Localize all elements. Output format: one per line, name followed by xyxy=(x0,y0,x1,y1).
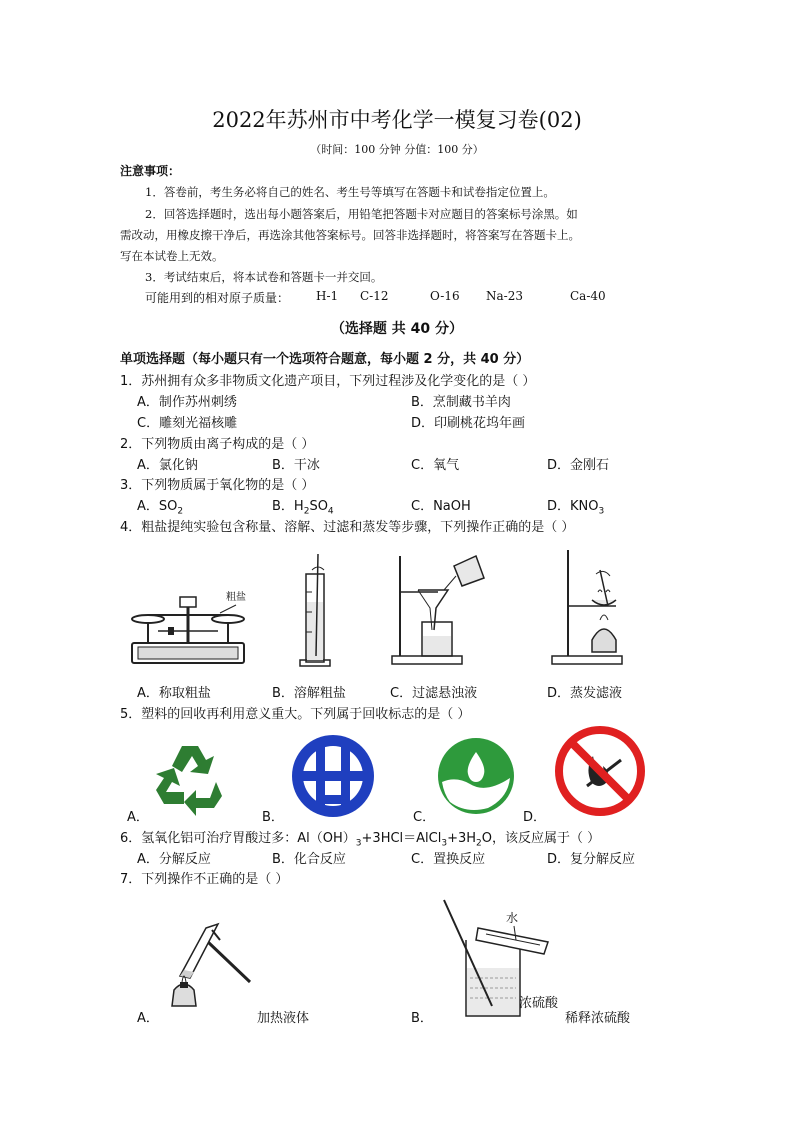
note-item-2-line2: 需改动，用橡皮擦干净后，再选涂其他答案标号。回答非选择题时，将答案写在答题卡上。 xyxy=(120,228,580,242)
question-6-option-c: C．置换反应 xyxy=(411,852,486,867)
question-5-option-c: C． xyxy=(413,810,436,825)
question-4-stem: 4．粗盐提纯实验包含称量、溶解、过滤和蒸发等步骤，下列操作正确的是（ ） xyxy=(120,520,575,535)
graduated-cylinder-figure xyxy=(296,552,336,670)
question-7-stem: 7．下列操作不正确的是（ ） xyxy=(120,872,289,887)
atomic-mass-h: H-1 xyxy=(316,289,339,303)
question-2-option-b: B．干冰 xyxy=(272,458,320,473)
part-heading: 单项选择题（每小题只有一个选项符合题意，每小题 2 分，共 40 分） xyxy=(120,352,530,367)
question-6-option-a: A．分解反应 xyxy=(137,852,211,867)
water-saving-logo-icon xyxy=(436,736,516,816)
question-5-stem: 5．塑料的回收再利用意义重大。下列属于回收标志的是（ ） xyxy=(120,707,471,722)
question-1-option-b: B．烹制藏书羊肉 xyxy=(411,395,511,410)
question-3-stem: 3．下列物质属于氧化物的是（ ） xyxy=(120,478,315,493)
evaporation-figure xyxy=(550,548,630,666)
stem-text: +3H xyxy=(447,831,477,846)
water-label: 水 xyxy=(506,911,519,925)
question-2-option-c: C．氧气 xyxy=(411,458,460,473)
subscript: 2 xyxy=(177,506,184,517)
atomic-masses-label: 可能用到的相对原子质量： xyxy=(145,291,290,305)
question-2-stem: 2．下列物质由离子构成的是（ ） xyxy=(120,437,315,452)
subscript: 3 xyxy=(441,838,448,849)
question-6-option-d: D．复分解反应 xyxy=(547,852,636,867)
subscript: 3 xyxy=(355,838,362,849)
question-6-option-b: B．化合反应 xyxy=(272,852,346,867)
heating-liquid-caption: 加热液体 xyxy=(257,1011,310,1026)
question-3-option-d xyxy=(547,495,604,517)
question-1-option-c: C．雕刻光福核雕 xyxy=(137,416,238,431)
question-4-option-c: C．过滤悬浊液 xyxy=(390,686,478,701)
subscript: 2 xyxy=(476,838,482,849)
question-7-option-a: A． xyxy=(137,1011,159,1026)
page-title: 2022年苏州市中考化学一模复习卷(02) xyxy=(212,108,582,132)
question-3-option-a xyxy=(137,495,183,517)
formula-text: D．KNO xyxy=(547,499,599,514)
note-item-3: 3．考试结束后，将本试卷和答题卡一并交回。 xyxy=(145,270,383,284)
note-item-2-line1: 2．回答选择题时，选出每小题答案后，用铅笔把答题卡对应题目的答案标号涂黑。如 xyxy=(145,207,578,221)
filtration-figure xyxy=(390,550,500,665)
question-2-option-a: A．氯化钠 xyxy=(137,458,198,473)
notes-heading: 注意事项： xyxy=(120,164,181,178)
atomic-mass-ca: Ca-40 xyxy=(570,289,606,303)
recycle-symbol-icon xyxy=(152,738,228,814)
dilute-acid-caption: 稀释浓硫酸 xyxy=(565,1011,631,1026)
question-4-option-a: A．称取粗盐 xyxy=(137,686,211,701)
question-1-option-d: D．印刷桃花坞年画 xyxy=(411,416,526,431)
question-4-option-b: B．溶解粗盐 xyxy=(272,686,346,701)
stem-text: 6．氢氧化铝可治疗胃酸过多：Al（OH） xyxy=(120,831,356,846)
atomic-mass-o: O-16 xyxy=(430,289,460,303)
balance-label: 粗盐 xyxy=(226,592,246,603)
subscript: 4 xyxy=(327,506,334,517)
note-item-2-line3: 写在本试卷上无效。 xyxy=(120,249,224,263)
heating-liquid-figure xyxy=(160,920,260,1015)
question-7-option-b: B． xyxy=(411,1011,433,1026)
question-4-option-d: D．蒸发滤液 xyxy=(547,686,623,701)
formula-text: B．H xyxy=(272,499,304,514)
concentrated-acid-label: 浓硫酸 xyxy=(519,996,559,1011)
blue-circle-logo-icon xyxy=(290,733,376,819)
atomic-mass-c: C-12 xyxy=(360,289,389,303)
question-3-option-c: C．NaOH xyxy=(411,499,471,514)
question-1-stem: 1．苏州拥有众多非物质文化遗产项目，下列过程涉及化学变化的是（ ） xyxy=(120,374,536,389)
section-title: （选择题 共 40 分） xyxy=(330,321,464,337)
question-5-option-d: D． xyxy=(523,810,547,825)
question-2-option-d: D．金刚石 xyxy=(547,458,610,473)
subscript: 2 xyxy=(303,506,310,517)
subscript: 3 xyxy=(598,506,605,517)
note-item-1: 1．答卷前，考生务必将自己的姓名、考生号等填写在答题卡和试卷指定位置上。 xyxy=(145,185,555,199)
question-3-option-b xyxy=(272,495,334,517)
question-5-option-a: A． xyxy=(127,810,149,825)
exam-info: （时间：100 分钟 分值：100 分） xyxy=(310,143,484,156)
no-fire-prohibition-icon xyxy=(555,726,645,816)
formula-text: A．SO xyxy=(137,499,178,514)
question-6-stem xyxy=(120,827,600,849)
atomic-mass-na: Na-23 xyxy=(486,289,523,303)
stem-text: O，该反应属于（ ） xyxy=(481,831,601,846)
stem-text: +3HCl＝AlCl xyxy=(361,831,442,846)
formula-text: SO xyxy=(309,499,328,514)
question-5-option-b: B． xyxy=(262,810,284,825)
question-1-option-a: A．制作苏州刺绣 xyxy=(137,395,237,410)
